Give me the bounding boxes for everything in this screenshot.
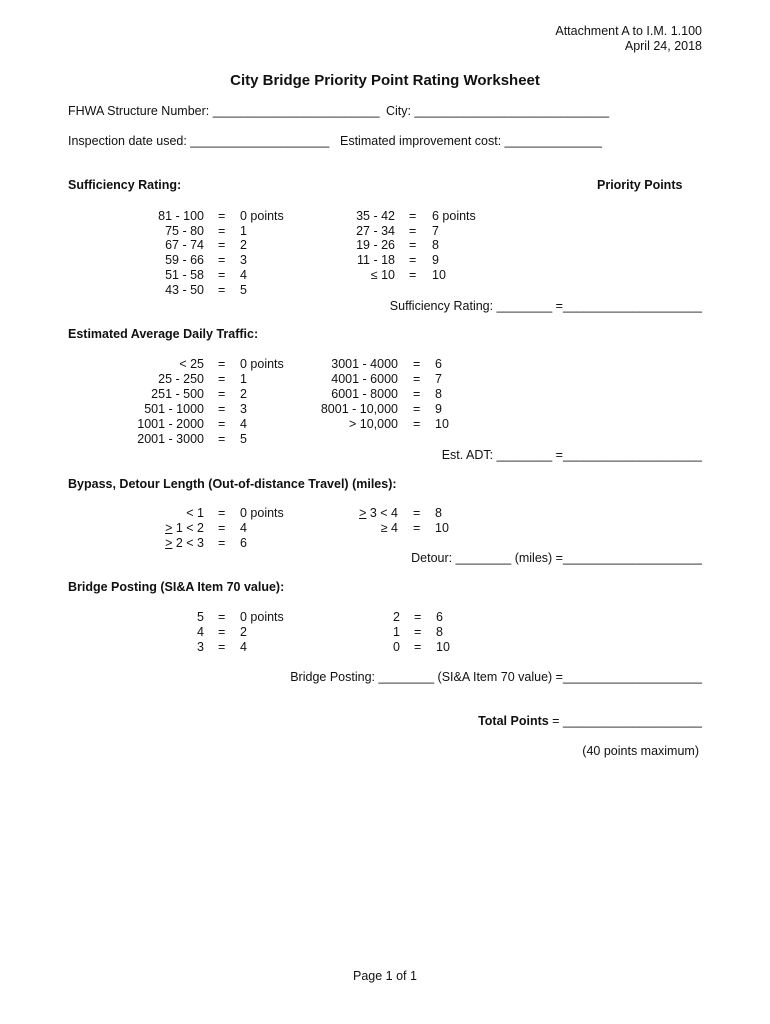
eq-cell: = bbox=[414, 625, 422, 639]
range-cell: 2001 - 3000 bbox=[137, 432, 204, 446]
eq-cell: = bbox=[218, 268, 226, 282]
priority-points-heading: Priority Points bbox=[597, 178, 683, 192]
range-cell: > 1 < 2 bbox=[165, 521, 204, 535]
eq-cell: = bbox=[414, 640, 422, 654]
date-label: April 24, 2018 bbox=[624, 39, 702, 53]
points-cell: 0 points bbox=[240, 610, 284, 624]
eq-cell: = bbox=[218, 253, 226, 267]
eq-cell: = bbox=[413, 372, 421, 386]
range-cell: 51 - 58 bbox=[165, 268, 204, 282]
range-cell: 251 - 500 bbox=[151, 387, 204, 401]
points-cell: 6 bbox=[436, 610, 443, 624]
eq-cell: = bbox=[218, 521, 226, 535]
points-cell: 9 bbox=[435, 402, 442, 416]
range-cell: 6001 - 8000 bbox=[331, 387, 398, 401]
eq-cell: = bbox=[218, 640, 226, 654]
sufficiency-rating-line[interactable]: Sufficiency Rating: ________ =____________________ bbox=[389, 299, 702, 313]
eq-cell: = bbox=[413, 521, 421, 535]
total-points-label: Total Points bbox=[478, 714, 549, 728]
points-cell: 0 points bbox=[240, 209, 284, 223]
page-title: City Bridge Priority Point Rating Worksheet bbox=[230, 72, 540, 89]
points-cell: 2 bbox=[240, 387, 247, 401]
range-cell: > 2 < 3 bbox=[165, 536, 204, 550]
eq-cell: = bbox=[218, 625, 226, 639]
points-cell: 10 bbox=[432, 268, 446, 282]
points-cell: 6 points bbox=[432, 209, 476, 223]
points-cell: 3 bbox=[240, 402, 247, 416]
points-cell: 10 bbox=[436, 640, 450, 654]
eq-cell: = bbox=[218, 238, 226, 252]
range-cell: 75 - 80 bbox=[165, 224, 204, 238]
points-cell: 8 bbox=[432, 238, 439, 252]
eq-cell: = bbox=[413, 506, 421, 520]
eq-cell: = bbox=[413, 402, 421, 416]
eq-cell: = bbox=[218, 536, 226, 550]
range-cell: 67 - 74 bbox=[165, 238, 204, 252]
est-adt-line[interactable]: Est. ADT: ________ =____________________ bbox=[441, 448, 702, 462]
max-points-note: (40 points maximum) bbox=[582, 744, 699, 758]
range-cell: 5 bbox=[197, 610, 204, 624]
points-cell: 8 bbox=[435, 387, 442, 401]
points-cell: 1 bbox=[240, 224, 247, 238]
range-cell: 1 bbox=[393, 625, 400, 639]
eq-cell: = bbox=[218, 402, 226, 416]
eq-cell: = bbox=[218, 417, 226, 431]
eq-cell: = bbox=[218, 209, 226, 223]
adt-heading: Estimated Average Daily Traffic: bbox=[68, 327, 259, 341]
eq-cell: = bbox=[409, 238, 417, 252]
points-cell: 4 bbox=[240, 268, 247, 282]
fhwa-field[interactable]: FHWA Structure Number: ________________________ bbox=[68, 104, 380, 118]
range-cell: 25 - 250 bbox=[158, 372, 204, 386]
eq-cell: = bbox=[414, 610, 422, 624]
posting-heading: Bridge Posting (SI&A Item 70 value): bbox=[68, 580, 285, 594]
range-cell: 3001 - 4000 bbox=[331, 357, 398, 371]
points-cell: 4 bbox=[240, 640, 247, 654]
points-cell: 4 bbox=[240, 417, 247, 431]
points-cell: 5 bbox=[240, 432, 247, 446]
points-cell: 10 bbox=[435, 417, 449, 431]
range-cell: 501 - 1000 bbox=[144, 402, 204, 416]
eq-cell: = bbox=[218, 283, 226, 297]
eq-cell: = bbox=[218, 372, 226, 386]
bypass-heading: Bypass, Detour Length (Out-of-distance Travel) (miles): bbox=[68, 477, 397, 491]
range-cell: 4001 - 6000 bbox=[331, 372, 398, 386]
points-cell: 6 bbox=[435, 357, 442, 371]
range-cell: ≥ 4 bbox=[380, 521, 398, 535]
points-cell: 10 bbox=[435, 521, 449, 535]
eq-cell: = bbox=[218, 224, 226, 238]
range-cell: 43 - 50 bbox=[165, 283, 204, 297]
total-points-line[interactable] bbox=[478, 714, 702, 729]
bridge-posting-line[interactable]: Bridge Posting: ________ (SI&A Item 70 value) =____________________ bbox=[290, 670, 702, 684]
range-cell: ≤ 10 bbox=[370, 268, 395, 282]
range-cell: 3 bbox=[197, 640, 204, 654]
points-cell: 8 bbox=[435, 506, 442, 520]
eq-cell: = bbox=[409, 209, 417, 223]
eq-cell: = bbox=[409, 224, 417, 238]
eq-cell: = bbox=[413, 417, 421, 431]
range-cell: 0 bbox=[393, 640, 400, 654]
range-cell: 81 - 100 bbox=[158, 209, 204, 223]
eq-cell: = bbox=[413, 357, 421, 371]
eq-cell: = bbox=[218, 506, 226, 520]
points-cell: 7 bbox=[435, 372, 442, 386]
points-cell: 7 bbox=[432, 224, 439, 238]
eq-cell: = bbox=[218, 610, 226, 624]
attachment-label: Attachment A to I.M. 1.100 bbox=[555, 24, 702, 38]
city-field[interactable]: City: ____________________________ bbox=[386, 104, 610, 118]
range-cell: 11 - 18 bbox=[357, 253, 395, 267]
range-cell: 2 bbox=[393, 610, 400, 624]
range-cell: 4 bbox=[197, 625, 204, 639]
points-cell: 3 bbox=[240, 253, 247, 267]
range-cell: 59 - 66 bbox=[165, 253, 204, 267]
detour-line[interactable]: Detour: ________ (miles) =____________________ bbox=[411, 551, 702, 565]
points-cell: 5 bbox=[240, 283, 247, 297]
points-cell: 1 bbox=[240, 372, 247, 386]
total-points-blank: = ____________________ bbox=[548, 714, 702, 728]
eq-cell: = bbox=[409, 253, 417, 267]
points-cell: 9 bbox=[432, 253, 439, 267]
range-cell: < 1 bbox=[186, 506, 204, 520]
eq-cell: = bbox=[218, 357, 226, 371]
points-cell: 2 bbox=[240, 625, 247, 639]
page-number: Page 1 of 1 bbox=[353, 969, 417, 983]
inspection-date-field[interactable]: Inspection date used: ____________________ bbox=[68, 134, 330, 148]
eq-cell: = bbox=[409, 268, 417, 282]
range-cell: 27 - 34 bbox=[356, 224, 395, 238]
points-cell: 0 points bbox=[240, 357, 284, 371]
range-cell: < 25 bbox=[179, 357, 204, 371]
improvement-cost-field[interactable]: Estimated improvement cost: ______________ bbox=[340, 134, 602, 148]
range-cell: 8001 - 10,000 bbox=[320, 402, 398, 416]
points-cell: 0 points bbox=[240, 506, 284, 520]
points-cell: 6 bbox=[240, 536, 247, 550]
range-cell: > 3 < 4 bbox=[359, 506, 398, 520]
points-cell: 2 bbox=[240, 238, 247, 252]
eq-cell: = bbox=[218, 432, 226, 446]
range-cell: 1001 - 2000 bbox=[137, 417, 204, 431]
eq-cell: = bbox=[413, 387, 421, 401]
points-cell: 8 bbox=[436, 625, 443, 639]
points-cell: 4 bbox=[240, 521, 247, 535]
sufficiency-heading: Sufficiency Rating: bbox=[68, 178, 182, 192]
range-cell: 19 - 26 bbox=[356, 238, 395, 252]
eq-cell: = bbox=[218, 387, 226, 401]
range-cell: 35 - 42 bbox=[356, 209, 395, 223]
range-cell: > 10,000 bbox=[348, 417, 398, 431]
